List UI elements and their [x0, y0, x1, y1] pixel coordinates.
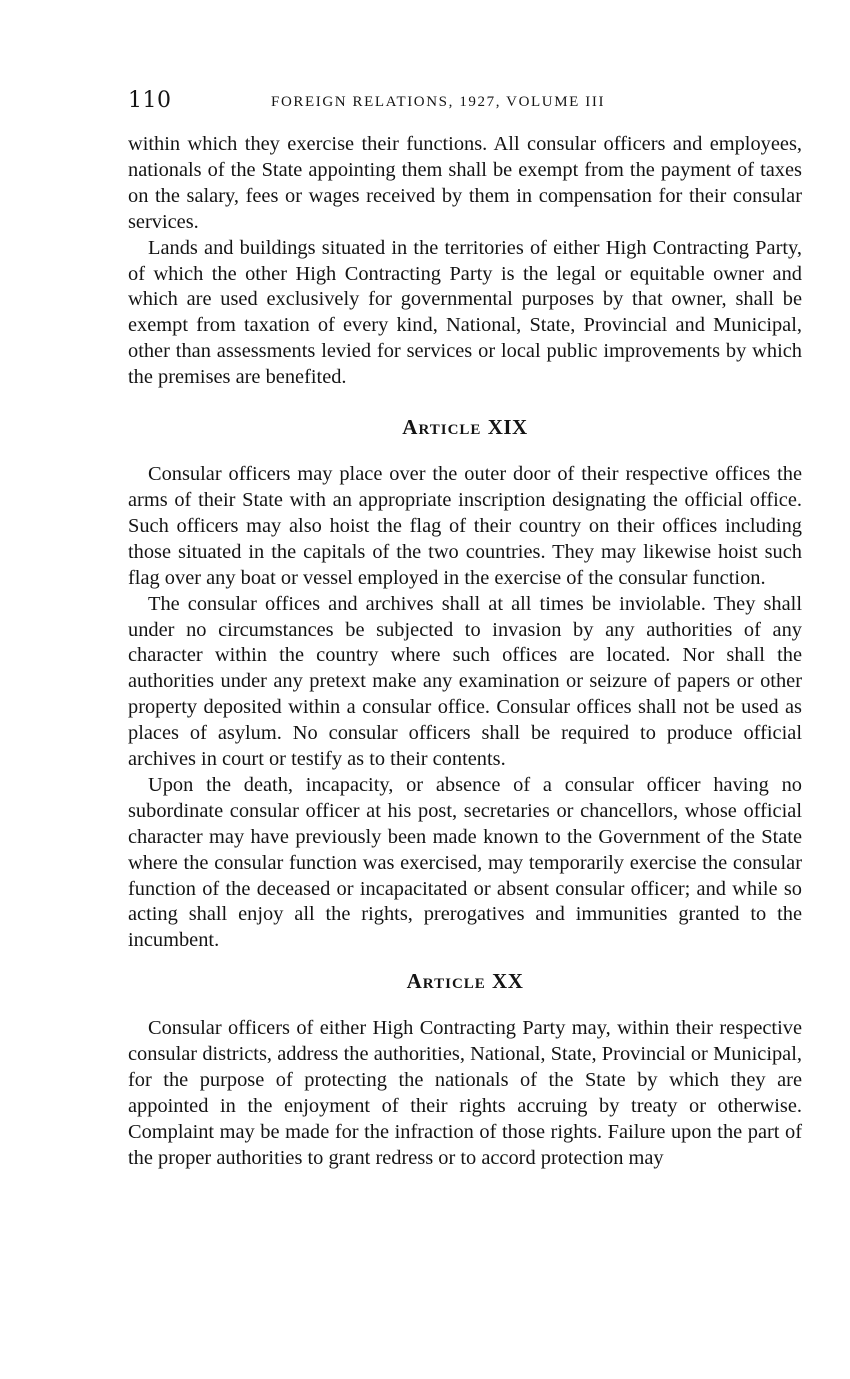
page-number: 110	[128, 88, 172, 113]
paragraph-lands-buildings: Lands and buildings situated in the territories of either High Contracting Party, of which the other High Contracting Party is the legal or equitable owner and which are used exclusively for governmental purposes by that owner, shall be exempt from taxation of every kind, National, State, Provincial and Municipal, other than assessments levied for services or local public improvements by which the premises are benefited.	[128, 236, 802, 389]
running-header	[128, 88, 802, 118]
article-label: Article	[406, 969, 486, 994]
article-number: XX	[492, 969, 524, 994]
document-page	[128, 88, 802, 1172]
article-xix-paragraph: Consular officers may place over the outer door of their respective offices the arms of their State with an appropriate inscription designating the official office. Such officers may also hoist the flag of their country on their offices including those situated in the capitals of the two countries. They may likewise hoist such flag over any boat or vessel employed in the exercise of the consular function.	[128, 463, 802, 589]
article-number: XIX	[487, 415, 528, 440]
running-title: FOREIGN RELATIONS, 1927, VOLUME III	[271, 94, 606, 110]
article-xix-paragraph: The consular offices and archives shall at all times be inviolable. They shall under no circumstances be subjected to invasion by any authorities of any character within the country where such offices are located. Nor shall the authorities under any pretext make any examination or seizure of papers or other property deposited within a consular office. Consular offices shall not be used as places of asylum. No consular officers shall be required to produce official archives in court or testify as to their contents.	[128, 592, 802, 771]
article-xix-heading	[128, 414, 802, 440]
article-xix-paragraph: Upon the death, incapacity, or absence of a consular officer having no subordinate consular officer at his post, secretaries or chancellors, whose official character may have previously been made known to the Government of the State where the consular function was exercised, may temporarily exercise the consular function of the deceased or incapacitated or absent consular officer; and while so acting shall enjoy all the rights, prerogatives and immunities granted to the incumbent.	[128, 773, 802, 952]
article-xx-heading	[128, 968, 802, 994]
article-label: Article	[402, 415, 482, 440]
article-xx-paragraph: Consular officers of either High Contracting Party may, within their respective consular districts, address the authorities, National, State, Provincial or Municipal, for the purpose of protecting the nationals of the State by which they are appointed in the enjoyment of their rights accruing by treaty or otherwise. Complaint may be made for the infraction of those rights. Failure upon the part of the proper authorities to grant redress or to accord protection may	[128, 1017, 802, 1169]
paragraph-continued: within which they exercise their functions. All consular officers and employees, nationals of the State appointing them shall be exempt from the payment of taxes on the salary, fees or wages received by them in compensation for their consular services.	[128, 133, 802, 233]
